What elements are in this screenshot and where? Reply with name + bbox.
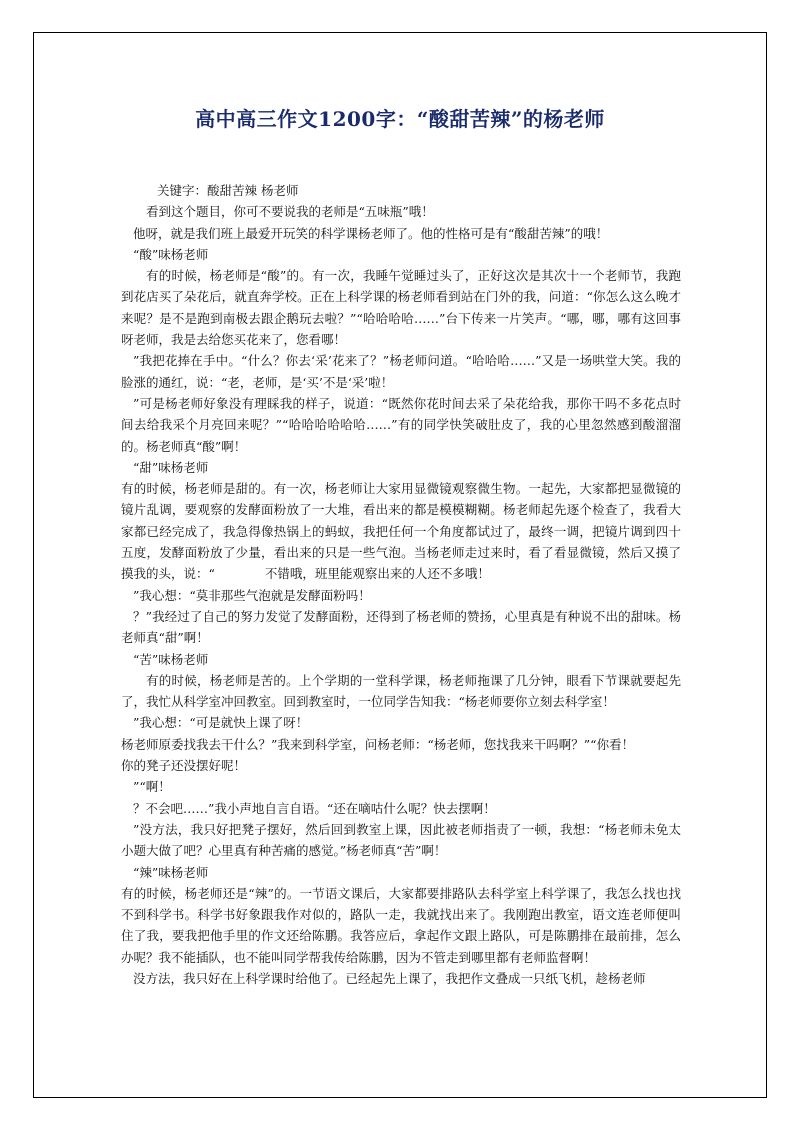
- paragraph: 他呀，就是我们班上最爱开玩笑的科学课杨老师了。他的性格可是有“酸甜苦辣”的哦！: [133, 225, 609, 241]
- paragraph: ”没方法，我只好把凳子摆好，然后回到教室上课，因此被老师指责了一顿，我想：“杨老师未免太小题大做了吧？心里真有种苦痛的感觉。”杨老师真“苦”啊！: [121, 821, 681, 859]
- paragraph: 有的时候，杨老师还是“辣”的。一节语文课后，大家都要排路队去科学室上科学课了，我怎么找也找不到科学书。科学书好象跟我作对似的，路队一走，我就找出来了。我刚跑出教室，语文连老师便叫住了我，要我把他手里的作文还给陈鹏。我答应后，拿起作文跟上路队，可是陈鹏排在最前排，怎么办呢？我不能插队，也不能叫同学帮我传给陈鹏，因为不管走到哪里都有老师监督啊！: [121, 885, 681, 965]
- paragraph: ？”我经过了自己的努力发觉了发酵面粉，还得到了杨老师的赞扬，心里真是有种说不出的甜味。杨老师真“甜”啊！: [121, 608, 681, 646]
- paragraph: ”我心想：“可是就快上课了呀！: [133, 715, 309, 731]
- keywords-line: 关键字：酸甜苦辣 杨老师: [157, 183, 299, 198]
- paragraph: ”“啊！: [133, 779, 171, 795]
- section-heading: “辣”味杨老师: [133, 864, 209, 880]
- paragraph: ”我把花捧在手中。“什么？你去‘采’花来了？”杨老师问道。“哈哈哈……”又是一场哄堂大笑。我的脸涨的通红，说：“老，老师，是‘买’不是‘采’啦！: [121, 353, 681, 390]
- paragraph: 杨老师原委找我去干什么？”我来到科学室，问杨老师：“杨老师，您找我来干吗啊？”“你看！: [121, 736, 635, 752]
- paragraph: 有的时候，杨老师是苦的。上个学期的一堂科学课，杨老师拖课了几分钟，眼看下节课就要起先了，我忙从科学室冲回教室。回到教室时，一位同学告知我：“杨老师要你立刻去科学室！: [121, 672, 681, 710]
- paragraph: 有的时候，杨老师是“酸”的。有一次，我睡午觉睡过头了，正好这次是其次十一个老师节，我跑到花店买了朵花后，就直奔学校。正在上科学课的杨老师看到站在门外的我，问道：“你怎么这么晚才来呢？是不是跑到南极去跟企鹅玩去啦？”“哈哈哈哈……”台下传来一片笑声。“哪，哪，哪有这回事呀老师，我是去给您买花来了，您看哪！: [121, 268, 681, 348]
- paragraph: 有的时候，杨老师是甜的。有一次，杨老师让大家用显微镜观察微生物。一起先，大家都把显微镜的镜片乱调，要观察的发酵面粉放了一大堆，看出来的都是模模糊糊。杨老师起先逐个检查了，我看大家都已经完成了，我急得像热锅上的蚂蚁，我把任何一个角度都试过了，最终一调，把镜片调到四十五度，发酵面粉放了少量，看出来的只是一些气泡。当杨老师走过来时，看了看显微镜，然后又摸了摸我的头，说：“ 不错哦，班里能观察出来的人还不多哦！: [121, 481, 681, 582]
- document-title: 高中高三作文1200字：“酸甜苦辣”的杨老师: [195, 107, 605, 131]
- paragraph: 你的凳子还没摆好呢！: [121, 758, 247, 774]
- section-heading: “酸”味杨老师: [133, 246, 209, 262]
- paragraph: 没方法，我只好在上科学课时给他了。已经起先上课了，我把作文叠成一只纸飞机，趁杨老师: [133, 970, 646, 986]
- paragraph: 看到这个题目，你可不要说我的老师是“五味瓶”哦！: [146, 204, 434, 220]
- section-heading: “甜”味杨老师: [133, 459, 209, 475]
- document-body: [121, 180, 681, 989]
- paragraph: ”可是杨老师好象没有理睬我的样子，说道：“既然你花时间去采了朵花给我，那你干吗不多花点时间去给我采个月亮回来呢？”“哈哈哈哈哈哈……”有的同学快笑破肚皮了，我的心里忽然感到酸溜溜的。杨老师真“酸”啊！: [121, 395, 681, 454]
- paragraph: ？不会吧……”我小声地自言自语。“还在嘀咕什么呢？快去摆啊！: [133, 800, 496, 816]
- paragraph: ”我心想：“莫非那些气泡就是发酵面粉吗！: [133, 587, 371, 603]
- section-heading: “苦”味杨老师: [133, 651, 209, 667]
